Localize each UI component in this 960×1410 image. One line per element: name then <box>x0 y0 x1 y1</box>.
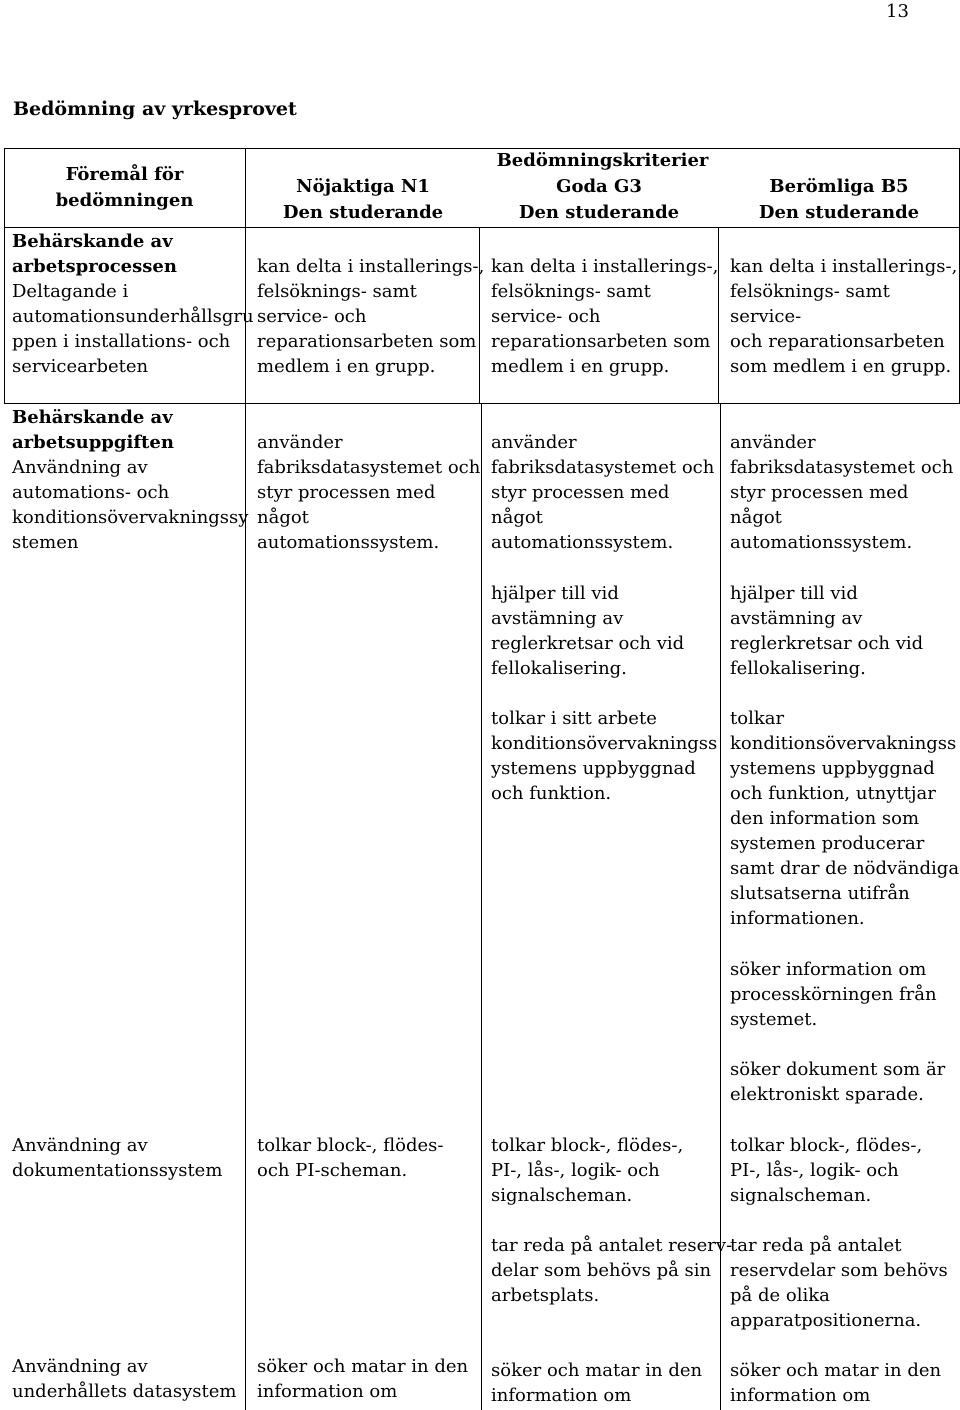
header-bottom-border <box>4 227 959 228</box>
row4-b5-criterion: söker och matar in den information om <box>730 1360 942 1406</box>
row2-b5-criterion-3: tolkar konditionsövervakningss ystemens uppbyggnad och funktion, utnyttjar den information som systemen producerar samt drar de nödvändiga slutsatserna utifrån informationen. <box>730 708 960 929</box>
row3-b5-criterion-1: tolkar block-, flödes-, PI-, lås-, logik- och signalscheman. <box>730 1135 923 1206</box>
row2-b5-criterion-5: söker dokument som är elektroniskt sparade. <box>730 1059 946 1105</box>
level-n1-grade: Nöjaktiga N1 <box>296 176 430 197</box>
row3-g3-criterion-2: tar reda på antalet reserv- delar som behövs på sin arbetsplats. <box>491 1235 733 1306</box>
level-g3-grade: Goda G3 <box>556 176 642 197</box>
row2-category-title: Behärskande av arbetsuppgiften <box>12 407 174 453</box>
row1-n1-criterion: kan delta i installerings-, felsöknings- samt service- och reparationsarbeten som medlem i en grupp. <box>257 256 485 377</box>
row4-category-text: Användning av underhållets datasystem <box>12 1356 237 1402</box>
row2-g3-criterion-1: använder fabriksdatasystemet och styr processen med något automationssystem. <box>491 432 715 553</box>
row2-b5-criterion-1: använder fabriksdatasystemet och styr processen med något automationssystem. <box>730 432 954 553</box>
object-header: Föremål för bedömningen <box>55 164 194 211</box>
row4-g3-criterion: söker och matar in den information om <box>491 1360 703 1406</box>
level-b5-grade: Berömliga B5 <box>769 176 909 197</box>
level-n1-subject: Den studerande <box>282 202 444 223</box>
row2-g3-criterion-3: tolkar i sitt arbete konditionsövervakningss ystemens uppbyggnad och funktion. <box>491 708 718 804</box>
row1-g3-criterion: kan delta i installerings-, felsöknings- samt service- och reparationsarbeten som medlem i en grupp. <box>491 256 719 377</box>
row2-category-text: Användning av automations- och konditionsövervakningssy stemen <box>12 457 249 553</box>
row2-g3-criterion-2: hjälper till vid avstämning av reglerkretsar och vid fellokalisering. <box>491 583 685 679</box>
row2-b5-criterion-2: hjälper till vid avstämning av reglerkretsar och vid fellokalisering. <box>730 583 924 679</box>
page-number: 13 <box>886 1 909 22</box>
row3-b5-criterion-2: tar reda på antalet reservdelar som behövs på de olika apparatpositionerna. <box>730 1235 948 1331</box>
row4-n1-criterion: söker och matar in den information om <box>257 1356 469 1402</box>
section-title: Bedömning av yrkesprovet <box>13 98 297 120</box>
row3-n1-criterion: tolkar block-, flödes- och PI-scheman. <box>257 1135 444 1181</box>
row3-g3-criterion-1: tolkar block-, flödes-, PI-, lås-, logik- och signalscheman. <box>491 1135 684 1206</box>
level-g3-subject: Den studerande <box>518 202 680 223</box>
level-b5-subject: Den studerande <box>758 202 920 223</box>
row1-b5-criterion: kan delta i installerings-, felsöknings- samt service- och reparationsarbeten som medlem i en grupp. <box>730 256 958 377</box>
row2-n1-criterion: använder fabriksdatasystemet och styr processen med något automationssystem. <box>257 432 481 553</box>
row2-b5-criterion-4: söker information om processkörningen från systemet. <box>730 959 937 1030</box>
criteria-header: Bedömningskriterier <box>496 150 709 171</box>
col-divider-2 <box>481 404 482 1410</box>
row1-category-text: Deltagande i automationsunderhållsgru ppen i installations- och servicearbeten <box>12 281 254 377</box>
row1-category-title: Behärskande av arbetsprocessen <box>12 231 177 277</box>
row3-category-text: Användning av dokumentationssystem <box>12 1135 223 1181</box>
